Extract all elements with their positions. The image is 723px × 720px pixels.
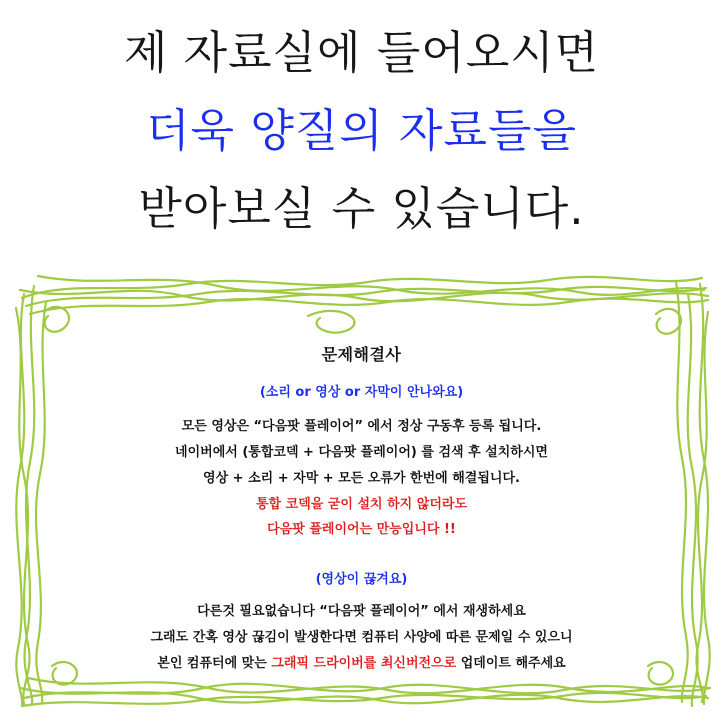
section1-emphasis-2: 다음팟 플레이어는 만능입니다 !! [267,522,456,537]
headline-line-1: 제 자료실에 들어오시면 [123,26,600,79]
section2-line-1: 다른것 필요없습니다 “다음팟 플레이어” 에서 재생하세요 [197,604,526,619]
notice-content [40,296,683,677]
section2-last-highlight: 그래픽 드라이버를 최신버전으로 [271,656,457,671]
headline-line-3: 받아보실 수 있습니다. [138,182,585,235]
section1-emphasis-1: 통합 코덱을 굳이 설치 하지 않더라도 [256,497,467,512]
section-divider [40,542,683,568]
section1-line-3: 영상 + 소리 + 자막 + 모든 오류가 한번에 해결됩니다. [203,471,520,486]
section2-last-suffix: 업데이트 해주세요 [456,656,566,671]
section2-subtitle: (영상이 끊겨요) [315,572,408,587]
headline-line-2: 더욱 양질의 자료들을 [146,104,577,157]
section1-line-2: 네이버에서 (통합코덱 + 다음팟 플레이어) 를 검색 후 설치하시면 [175,445,548,460]
section1-line-1: 모든 영상은 “다음팟 플레이어” 에서 정상 구동후 등록 됩니다. [181,419,542,434]
section2-line-2: 그래도 간혹 영상 끊김이 발생한다면 컴퓨터 사양에 따른 문제일 수 있으니 [150,630,573,645]
section2-last-prefix: 본인 컴퓨터에 맞는 [157,656,272,671]
notice-title: 문제해결사 [321,345,402,364]
headline-block [0,14,723,248]
section2-last-line [40,651,683,677]
section1-subtitle: (소리 or 영상 or 자막이 안나와요) [259,385,464,400]
